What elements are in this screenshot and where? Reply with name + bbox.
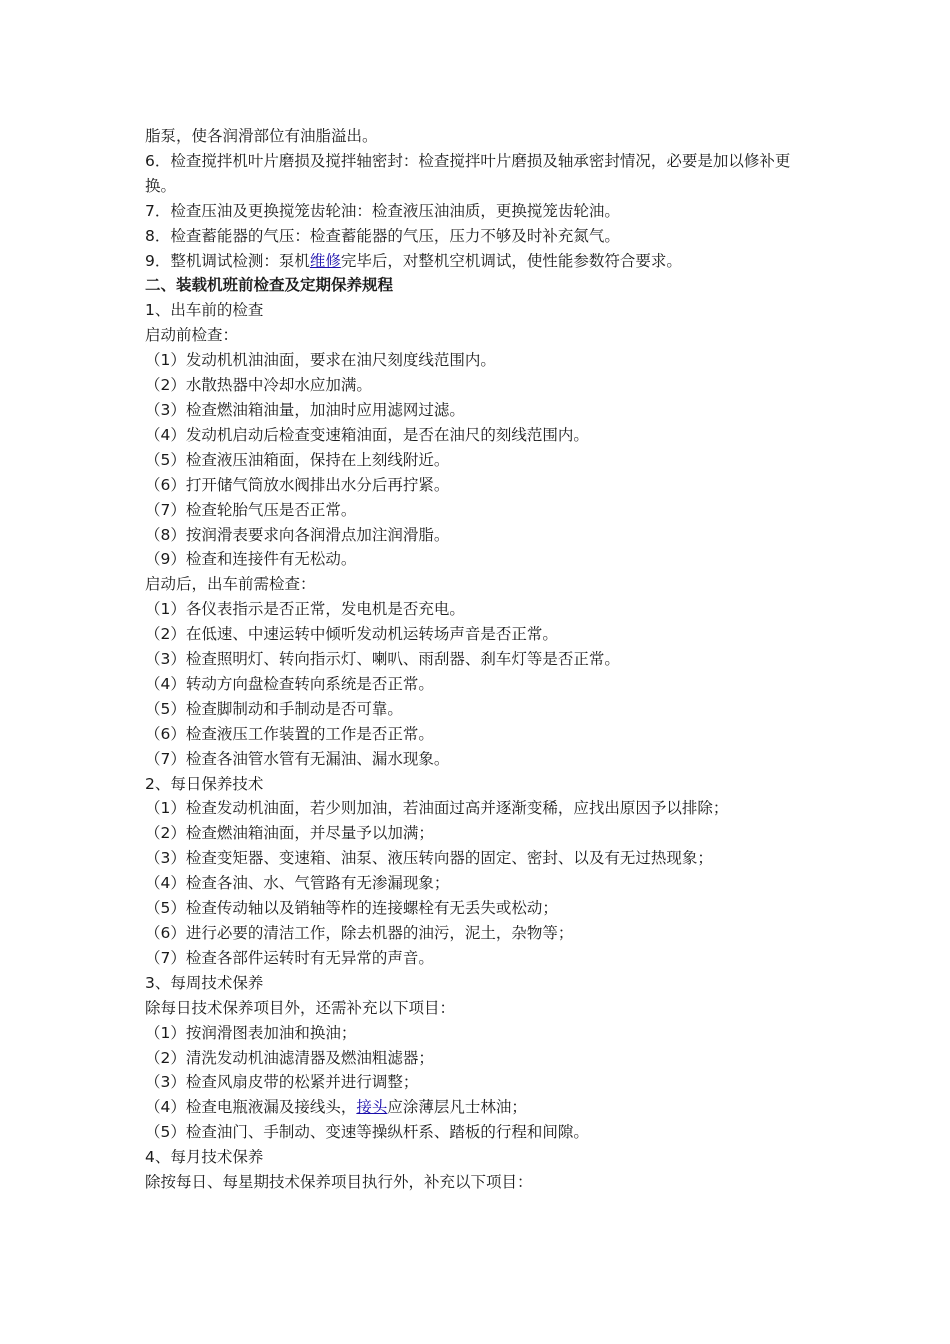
list-item: （1）检查发动机油面，若少则加油，若油面过高并逐渐变稀，应找出原因予以排除； — [145, 799, 729, 818]
subsection-heading: 2、每日保养技术 — [145, 774, 264, 793]
text-line: 6．检查搅拌机叶片磨损及搅拌轴密封：检查搅拌叶片磨损及轴承密封情况，必要是加以修补更换。 — [145, 151, 791, 195]
list-item: （5）检查传动轴以及销轴等柞的连接螺栓有无丢失或松动； — [145, 899, 558, 918]
list-item: （5）检查脚制动和手制动是否可靠。 — [145, 699, 403, 718]
list-item: （4）发动机启动后检查变速箱油面，是否在油尺的刻线范围内。 — [145, 425, 589, 444]
text-line: 启动前检查： — [145, 326, 239, 345]
document-body — [145, 124, 815, 1195]
list-item: （4）转动方向盘检查转向系统是否正常。 — [145, 674, 434, 693]
maintenance-link[interactable]: 维修 — [309, 251, 341, 270]
subsection-heading: 3、每周技术保养 — [145, 973, 264, 992]
list-item — [145, 1095, 815, 1120]
section-heading: 二、装载机班前检查及定期保养规程 — [145, 276, 394, 295]
list-item: （3）检查变矩器、变速箱、油泵、液压转向器的固定、密封、以及有无过热现象； — [145, 849, 713, 868]
list-item: （5）检查油门、手制动、变速等操纵杆系、踏板的行程和间隙。 — [145, 1123, 589, 1142]
text-line: 除按每日、每星期技术保养项目执行外，补充以下项目： — [145, 1173, 533, 1192]
list-item: （4）检查各油、水、气管路有无渗漏现象； — [145, 874, 450, 893]
list-item: （8）按润滑表要求向各润滑点加注润滑脂。 — [145, 525, 450, 544]
list-item: （9）检查和连接件有无松动。 — [145, 550, 357, 569]
list-item: （6）打开储气筒放水阀排出水分后再拧紧。 — [145, 475, 450, 494]
text-segment: （4）检查电瓶液漏及接线头， — [145, 1098, 357, 1117]
text-line: 脂泵，使各润滑部位有油脂溢出。 — [145, 127, 378, 145]
subsection-heading: 4、每月技术保养 — [145, 1148, 264, 1167]
list-item: （3）检查照明灯、转向指示灯、喇叭、雨刮器、刹车灯等是否正常。 — [145, 650, 620, 669]
text-segment: 应涂薄层凡士林油； — [387, 1098, 527, 1117]
list-item: （2）清洗发动机油滤清器及燃油粗滤器； — [145, 1048, 434, 1067]
text-line: 启动后，出车前需检查： — [145, 575, 316, 594]
text-line: 8．检查蓄能器的气压：检查蓄能器的气压，压力不够及时补充氮气。 — [145, 226, 620, 245]
list-item: （1）按润滑图表加油和换油； — [145, 1023, 357, 1042]
list-item: （6）检查液压工作装置的工作是否正常。 — [145, 724, 434, 743]
list-item: （7）检查各部件运转时有无异常的声音。 — [145, 948, 434, 967]
list-item: （1）各仪表指示是否正常，发电机是否充电。 — [145, 600, 465, 619]
text-segment: 9．整机调试检测：泵机 — [145, 251, 310, 270]
list-item: （2）在低速、中速运转中倾听发动机运转场声音是否正常。 — [145, 625, 558, 644]
connector-link[interactable]: 接头 — [356, 1098, 388, 1117]
text-line: 7．检查压油及更换搅笼齿轮油：检查液压油油质，更换搅笼齿轮油。 — [145, 201, 620, 220]
text-line — [145, 249, 815, 274]
text-segment: 完毕后，对整机空机调试，使性能参数符合要求。 — [340, 251, 682, 270]
list-item: （6）进行必要的清洁工作，除去机器的油污，泥土，杂物等； — [145, 924, 574, 942]
list-item: （7）检查轮胎气压是否正常。 — [145, 500, 357, 519]
list-item: （3）检查风扇皮带的松紧并进行调整； — [145, 1073, 419, 1092]
list-item: （2）水散热器中冷却水应加满。 — [145, 376, 372, 395]
list-item: （3）检查燃油箱油量，加油时应用滤网过滤。 — [145, 400, 465, 419]
text-line: 除每日技术保养项目外，还需补充以下项目： — [145, 998, 456, 1017]
list-item: （2）检查燃油箱油面，并尽量予以加满； — [145, 824, 434, 843]
list-item: （5）检查液压油箱面，保持在上刻线附近。 — [145, 450, 450, 469]
subsection-heading: 1、出车前的检查 — [145, 301, 264, 320]
list-item: （1）发动机机油油面，要求在油尺刻度线范围内。 — [145, 351, 496, 370]
list-item: （7）检查各油管水管有无漏油、漏水现象。 — [145, 749, 450, 768]
